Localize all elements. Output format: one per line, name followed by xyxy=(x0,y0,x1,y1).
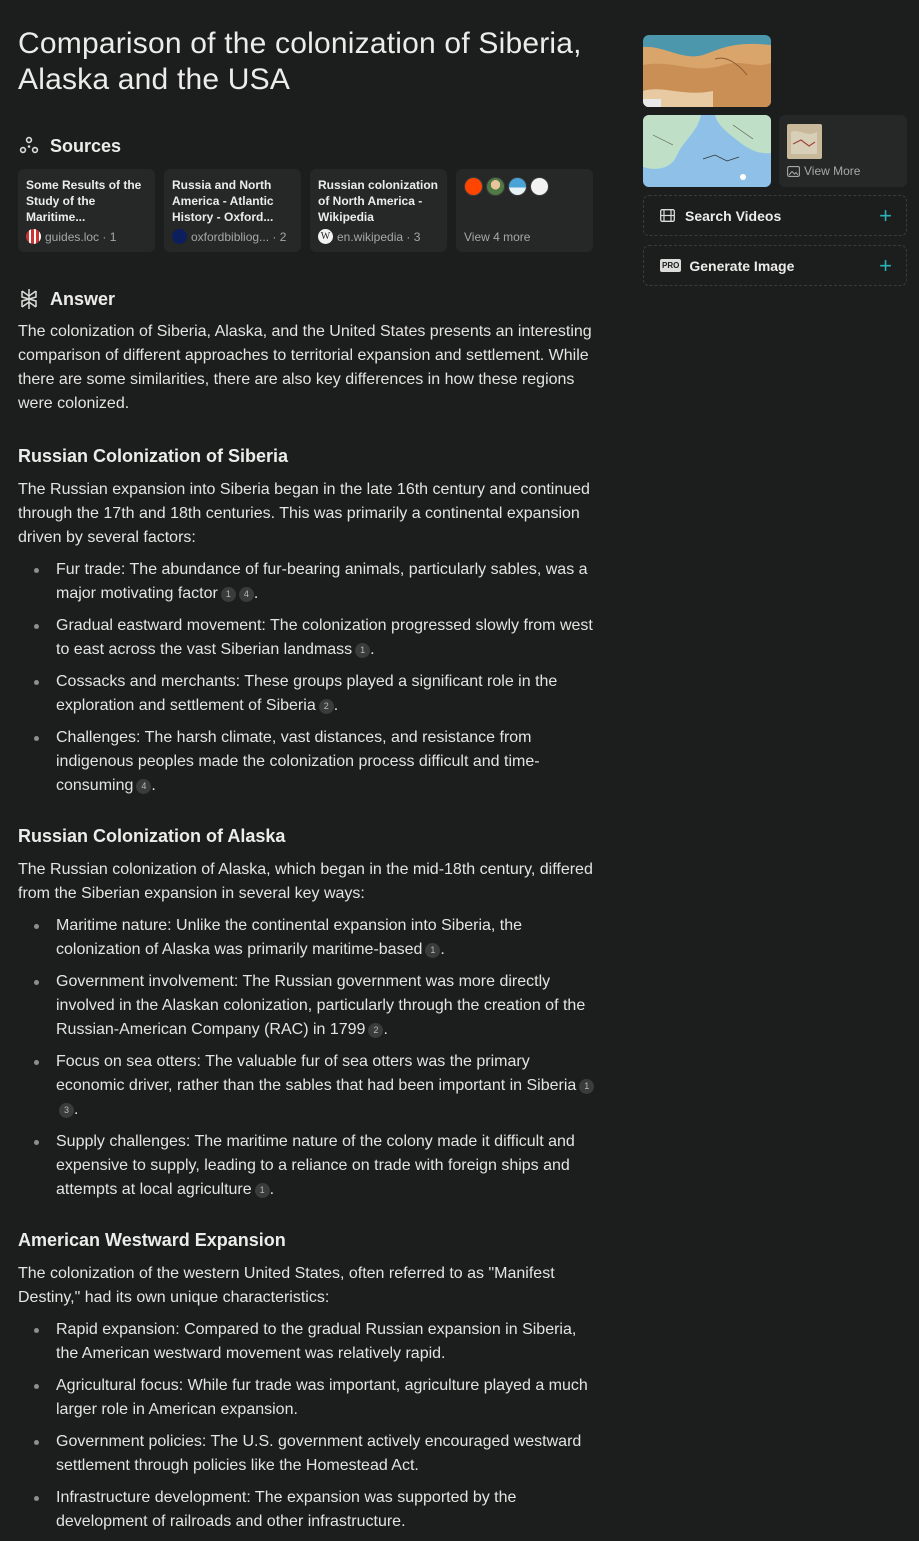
reddit-favicon-icon xyxy=(464,177,483,196)
answer-heading: Answer xyxy=(50,288,116,309)
list-item xyxy=(18,614,596,662)
list-item xyxy=(18,970,596,1042)
loc-favicon-icon xyxy=(26,229,41,244)
list-item xyxy=(18,1130,596,1202)
sources-header xyxy=(18,136,596,156)
list-item xyxy=(18,558,596,606)
sentence-period: . xyxy=(151,777,156,794)
source-card-3[interactable] xyxy=(310,169,447,252)
sentence-period: . xyxy=(253,585,259,602)
section-heading: American Westward Expansion xyxy=(18,1230,286,1250)
citation-badge[interactable]: 1 xyxy=(221,587,236,602)
site-favicon-icon xyxy=(530,177,549,196)
view-more-text: View More xyxy=(804,164,861,178)
view-more-sources-card[interactable] xyxy=(456,169,593,252)
source-domain: oxfordbibliog... · 2 xyxy=(191,229,287,244)
list-item xyxy=(18,1486,596,1534)
generate-image-label: Generate Image xyxy=(689,257,795,274)
pro-badge: PRO xyxy=(662,261,680,270)
section-text: The Russian colonization of Alaska, which began in the mid-18th century, differed from the Siberian expansion in several key ways: xyxy=(18,861,593,902)
globe-favicon-icon xyxy=(508,177,527,196)
sources-row xyxy=(18,169,596,252)
source-title: Some Results of the Study of the Maritime... xyxy=(26,178,142,224)
bullet-list xyxy=(18,914,596,1202)
sentence-period: . xyxy=(74,1101,79,1118)
source-title: Russia and North America - Atlantic History - Oxford... xyxy=(172,178,274,224)
view-more-images-tile[interactable] xyxy=(779,115,907,187)
citation-badge[interactable]: 3 xyxy=(59,1103,74,1118)
source-domain: en.wikipedia · 3 xyxy=(337,229,421,244)
list-item-text: Rapid expansion: Compared to the gradual Russian expansion in Siberia, the American westward movement was relatively rapid. xyxy=(56,1321,577,1362)
section-heading: Russian Colonization of Siberia xyxy=(18,446,289,466)
citation-badge[interactable]: 1 xyxy=(355,643,370,658)
film-icon xyxy=(660,209,675,222)
list-item xyxy=(18,670,596,718)
source-meta xyxy=(318,229,420,244)
list-item xyxy=(18,914,596,962)
sentence-period: . xyxy=(440,941,445,958)
citation-badge[interactable]: 1 xyxy=(255,1183,270,1198)
list-item xyxy=(18,1318,596,1366)
source-card-2[interactable] xyxy=(164,169,301,252)
list-item-text: Fur trade: The abundance of fur-bearing animals, particularly sables, was a major motivating factor xyxy=(56,561,588,602)
source-domain: guides.loc · 1 xyxy=(45,229,117,244)
section-text: The colonization of the western United States, often referred to as "Manifest Destiny," had its own unique characteristics: xyxy=(18,1265,555,1306)
sentence-period: . xyxy=(269,1181,275,1198)
modern-map-image xyxy=(643,115,771,187)
wikipedia-favicon-icon: W xyxy=(318,229,333,244)
answer-sections xyxy=(18,444,596,1534)
historical-map-image xyxy=(643,35,771,107)
list-item-text: Cossacks and merchants: These groups played a significant role in the exploration and settlement of Siberia xyxy=(56,673,558,714)
source-avatars xyxy=(464,177,585,196)
main-column xyxy=(18,26,596,1541)
citation-badge[interactable]: 1 xyxy=(425,943,440,958)
list-item-text: Government policies: The U.S. government actively encouraged westward settlement through policies like the Homestead Act. xyxy=(56,1433,582,1474)
view-more-label: View 4 more xyxy=(464,230,531,244)
generate-image-button[interactable] xyxy=(643,245,907,286)
image-thumbnail-map-2[interactable] xyxy=(643,115,771,187)
list-item xyxy=(18,726,596,798)
search-videos-label: Search Videos xyxy=(685,207,782,224)
page-title: Comparison of the colonization of Siberia, Alaska and the USA xyxy=(18,27,582,96)
oxford-favicon-icon xyxy=(172,229,187,244)
section-text: The Russian expansion into Siberia began in the late 16th century and continued through the 17th and 18th centuries. This was primarily a continental expansion driven by several factors: xyxy=(18,481,590,546)
answer-header xyxy=(18,288,596,310)
answer-intro: The colonization of Siberia, Alaska, and the United States presents an interesting comparison of different approaches to territorial expansion and settlement. While there are some similarities, there are also key differences in how these regions were colonized. xyxy=(18,323,592,412)
section-heading: Russian Colonization of Alaska xyxy=(18,826,286,846)
list-item-text: Gradual eastward movement: The colonization progressed slowly from west to east across the vast Siberian landmass xyxy=(56,617,593,658)
sources-icon xyxy=(18,135,40,157)
answer-icon xyxy=(18,288,40,310)
list-item-text: Maritime nature: Unlike the continental expansion into Siberia, the colonization of Alaska was primarily maritime-based xyxy=(56,917,523,958)
source-meta xyxy=(172,229,286,244)
list-item xyxy=(18,1430,596,1478)
list-item-text: Supply challenges: The maritime nature of the colony made it difficult and expensive to supply, leading to a reliance on trade with foreign ships and attempts at local agriculture xyxy=(56,1133,575,1198)
sources-heading: Sources xyxy=(50,135,122,156)
plus-icon: + xyxy=(879,202,892,228)
citation-badge[interactable]: 4 xyxy=(136,779,151,794)
list-item xyxy=(18,1374,596,1422)
image-icon xyxy=(787,166,800,177)
map-preview-image xyxy=(787,124,822,159)
avatar-favicon-icon xyxy=(486,177,505,196)
source-title: Russian colonization of North America - Wikipedia xyxy=(318,178,439,224)
bullet-list xyxy=(18,1318,596,1534)
bullet-list xyxy=(18,558,596,798)
citation-badge[interactable]: 1 xyxy=(579,1079,594,1094)
citation-badge[interactable]: 4 xyxy=(239,587,254,602)
view-more-images-label xyxy=(787,164,860,178)
citation-badge[interactable]: 2 xyxy=(319,699,334,714)
sentence-period: . xyxy=(333,697,339,714)
source-meta xyxy=(26,229,116,244)
list-item-text: Government involvement: The Russian government was more directly involved in the Alaskan colonization, particularly through the creation of the Russian-American Company (RAC) in 1799 xyxy=(56,973,586,1038)
list-item xyxy=(18,1050,596,1122)
list-item-text: Infrastructure development: The expansion was supported by the development of railroads and other infrastructure. xyxy=(56,1489,517,1530)
list-item-text: Focus on sea otters: The valuable fur of sea otters was the primary economic driver, rather than the sables that had been important in Siberia xyxy=(56,1053,577,1094)
list-item-text: Challenges: The harsh climate, vast distances, and resistance from indigenous peoples made the colonization process difficult and time-consuming xyxy=(56,729,540,794)
citation-badge[interactable]: 2 xyxy=(368,1023,383,1038)
search-videos-button[interactable] xyxy=(643,195,907,236)
plus-icon: + xyxy=(879,252,892,278)
sentence-period: . xyxy=(383,1021,388,1038)
list-item-text: Agricultural focus: While fur trade was important, agriculture played a much larger role in American expansion. xyxy=(56,1377,588,1418)
image-thumbnail-map-1[interactable] xyxy=(643,35,771,107)
source-card-1[interactable] xyxy=(18,169,155,252)
sentence-period: . xyxy=(370,641,375,658)
